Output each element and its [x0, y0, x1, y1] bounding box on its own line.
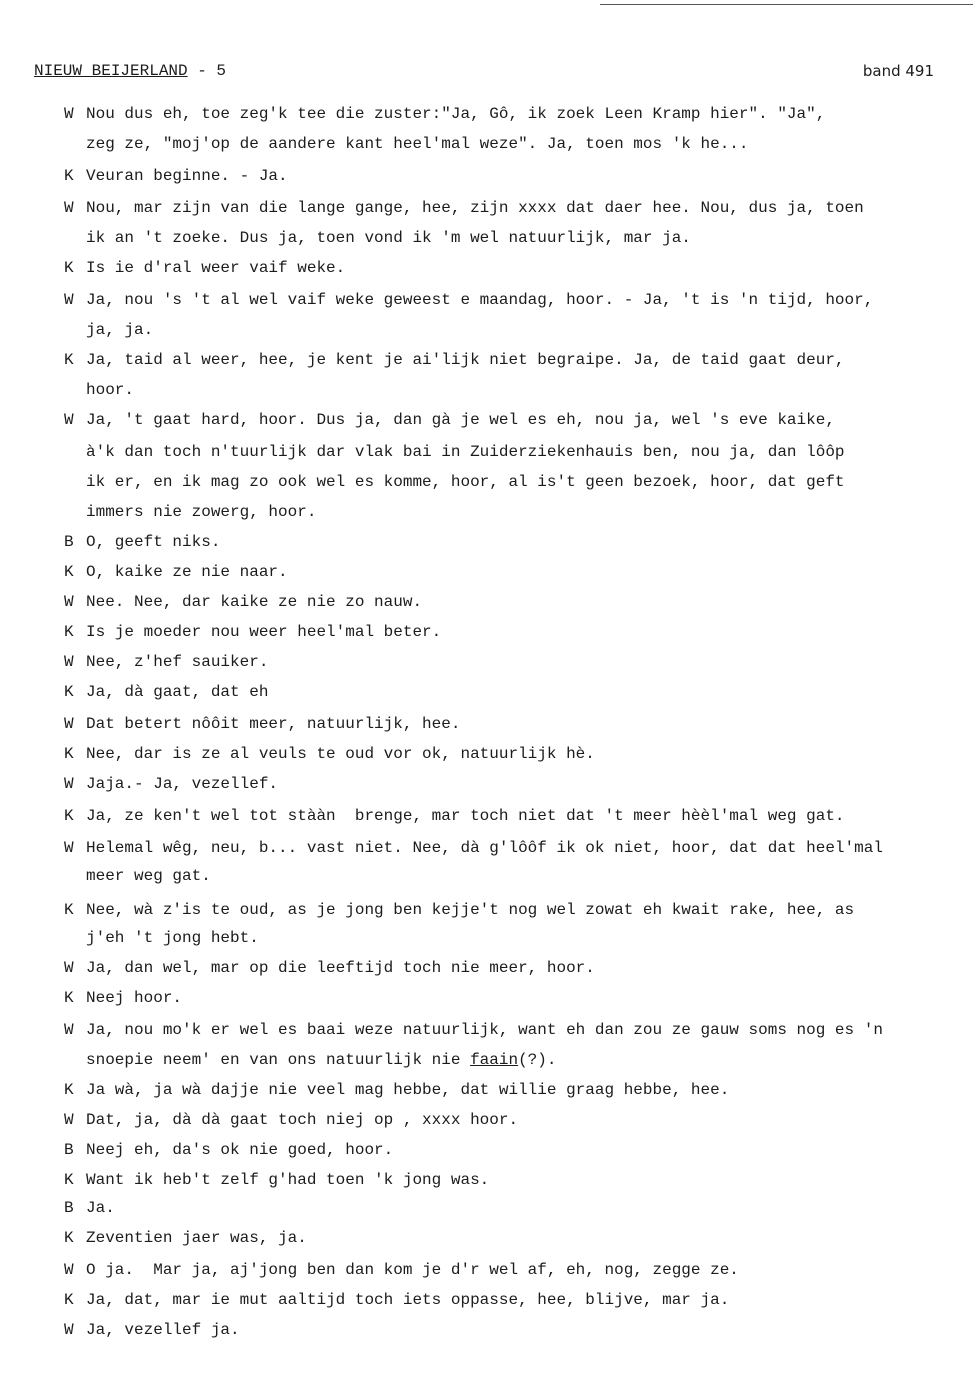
line-text: snoepie neem' en van ons natuurlijk nie	[86, 1051, 471, 1069]
line-text: Ja, dat, mar ie mut aaltijd toch iets oppasse, hee, blijve, mar ja.	[86, 1291, 730, 1309]
line-text: O, kaike ze nie naar.	[86, 563, 288, 581]
line-text: Helemal wêg, neu, b... vast niet. Nee, dà g'lôôf ik ok niet, hoor, dat dat heel'mal	[86, 839, 883, 857]
line-text: Ja wà, ja wà dajje nie veel mag hebbe, dat willie graag hebbe, hee.	[86, 1081, 730, 1099]
transcript-line	[86, 1050, 556, 1070]
transcript-line	[64, 562, 288, 582]
transcript-line	[64, 1140, 393, 1160]
line-text: Is ie d'ral weer vaif weke.	[86, 259, 346, 277]
speaker-label: W	[64, 291, 74, 309]
speaker-label: W	[64, 715, 74, 733]
line-text: Nee, dar is ze al veuls te oud vor ok, natuurlijk hè.	[86, 745, 595, 763]
speaker-label: W	[64, 1321, 74, 1339]
line-text: meer weg gat.	[86, 867, 211, 885]
transcript-line	[86, 380, 134, 400]
speaker-label: W	[64, 959, 74, 977]
transcript-line	[64, 774, 278, 794]
line-text: Is je moeder nou weer heel'mal beter.	[86, 623, 442, 641]
line-text: ik er, en ik mag zo ook wel es komme, hoor, al is't geen bezoek, hoor, dat geft	[86, 473, 845, 491]
line-text: Neej hoor.	[86, 989, 183, 1007]
speaker-label: W	[64, 105, 74, 123]
transcript-line	[86, 866, 211, 886]
speaker-label: W	[64, 653, 74, 671]
transcript-line	[64, 1198, 115, 1218]
line-text: Want ik heb't zelf g'had toen 'k jong was.	[86, 1171, 490, 1189]
underlined-word: faain	[470, 1051, 519, 1069]
speaker-label: B	[64, 533, 74, 551]
speaker-label: K	[64, 259, 74, 277]
transcript-line	[64, 838, 883, 858]
speaker-label: K	[64, 1229, 74, 1247]
line-text: Ja, vezellef ja.	[86, 1321, 240, 1339]
line-text: O ja. Mar ja, aj'jong ben dan kom je d'r wel af, eh, nog, zegge ze.	[86, 1261, 739, 1279]
speaker-label: W	[64, 411, 74, 429]
line-text: Ja, taid al weer, hee, je kent je ai'lijk niet begraipe. Ja, de taid gaat deur,	[86, 351, 845, 369]
transcript-line	[64, 198, 864, 218]
line-text: Veuran beginne. - Ja.	[86, 167, 288, 185]
transcript-line	[64, 166, 288, 186]
speaker-label: K	[64, 807, 74, 825]
speaker-label: K	[64, 351, 74, 369]
speaker-label: W	[64, 199, 74, 217]
transcript-line	[64, 104, 825, 124]
transcript-line	[64, 622, 441, 642]
speaker-label: K	[64, 989, 74, 1007]
speaker-label: W	[64, 593, 74, 611]
speaker-label: W	[64, 1261, 74, 1279]
line-text: Ja, 't gaat hard, hoor. Dus ja, dan gà je wel es eh, nou ja, wel 's eve kaike,	[86, 411, 835, 429]
transcript-line	[64, 1260, 739, 1280]
speaker-label: K	[64, 563, 74, 581]
line-text: Ja, nou mo'k er wel es baai weze natuurlijk, want eh dan zou ze gauw soms nog es 'n	[86, 1021, 883, 1039]
transcript-line	[64, 1080, 729, 1100]
line-text: Dat, ja, dà dà gaat toch niej op , xxxx hoor.	[86, 1111, 519, 1129]
transcript-line	[64, 988, 182, 1008]
transcript-line	[64, 806, 845, 826]
speaker-label: K	[64, 1171, 74, 1189]
speaker-label: K	[64, 683, 74, 701]
line-text: ik an 't zoeke. Dus ja, toen vond ik 'm wel natuurlijk, mar ja.	[86, 229, 691, 247]
line-text: hoor.	[86, 381, 135, 399]
line-text: Dat betert nôôit meer, natuurlijk, hee.	[86, 715, 461, 733]
line-text: immers nie zowerg, hoor.	[86, 503, 317, 521]
transcript-line	[64, 1320, 240, 1340]
line-text: Ja, dan wel, mar op die leeftijd toch nie meer, hoor.	[86, 959, 595, 977]
transcript-line	[64, 1110, 518, 1130]
speaker-label: B	[64, 1199, 74, 1217]
header-title: NIEUW BEIJERLAND	[34, 62, 188, 80]
line-text: Nou, mar zijn van die lange gange, hee, zijn xxxx dat daer hee. Nou, dus ja, toen	[86, 199, 864, 217]
transcript-line	[64, 682, 268, 702]
transcript-line	[86, 134, 749, 154]
speaker-label: W	[64, 1021, 74, 1039]
transcript-line	[64, 1290, 729, 1310]
transcript-line	[64, 258, 345, 278]
line-text: Ja, nou 's 't al wel vaif weke geweest e maandag, hoor. - Ja, 't is 'n tijd, hoor,	[86, 291, 874, 309]
line-text: ja, ja.	[86, 321, 154, 339]
transcript-line	[64, 532, 220, 552]
transcript-line	[86, 320, 153, 340]
speaker-label: B	[64, 1141, 74, 1159]
transcript-line	[64, 744, 595, 764]
transcript-line	[86, 442, 845, 462]
speaker-label: K	[64, 623, 74, 641]
line-text: Zeventien jaer was, ja.	[86, 1229, 307, 1247]
transcript-line	[64, 900, 854, 920]
transcript-line	[86, 928, 259, 948]
speaker-label: K	[64, 745, 74, 763]
speaker-label: W	[64, 839, 74, 857]
header-page-number: - 5	[187, 62, 227, 80]
line-text: Ja, dà gaat, dat eh	[86, 683, 269, 701]
line-text-tail: (?).	[518, 1051, 557, 1069]
transcript-line	[64, 958, 595, 978]
transcript-line	[64, 1228, 307, 1248]
line-text: à'k dan toch n'tuurlijk dar vlak bai in Zuiderziekenhauis ben, nou ja, dan lôôp	[86, 443, 845, 461]
line-text: Neej eh, da's ok nie goed, hoor.	[86, 1141, 394, 1159]
line-text: j'eh 't jong hebt.	[86, 929, 259, 947]
transcript-line	[64, 410, 835, 430]
line-text: Ja, ze ken't wel tot stààn brenge, mar toch niet dat 't meer hèèl'mal weg gat.	[86, 807, 845, 825]
speaker-label: K	[64, 1081, 74, 1099]
speaker-label: K	[64, 1291, 74, 1309]
line-text: Nou dus eh, toe zeg'k tee die zuster:"Ja, Gô, ik zoek Leen Kramp hier". "Ja",	[86, 105, 826, 123]
transcript-line	[86, 228, 691, 248]
line-text: O, geeft niks.	[86, 533, 221, 551]
speaker-label: W	[64, 775, 74, 793]
speaker-label: K	[64, 167, 74, 185]
line-text: Jaja.- Ja, vezellef.	[86, 775, 279, 793]
header-band: band 491	[862, 62, 934, 80]
transcript-line	[86, 502, 316, 522]
line-text: Ja.	[86, 1199, 115, 1217]
line-text: zeg ze, "moj'op de aandere kant heel'mal weze". Ja, toen mos 'k he...	[86, 135, 749, 153]
speaker-label: W	[64, 1111, 74, 1129]
transcript-line	[64, 592, 422, 612]
line-text: Nee, z'hef sauiker.	[86, 653, 269, 671]
line-text: Nee, wà z'is te oud, as je jong ben kejje't nog wel zowat eh kwait rake, hee, as	[86, 901, 855, 919]
transcript-line	[86, 472, 845, 492]
transcript-line	[64, 1170, 489, 1190]
transcript-line	[64, 652, 268, 672]
transcript-line	[64, 1020, 883, 1040]
transcript-line	[64, 290, 873, 310]
speaker-label: K	[64, 901, 74, 919]
transcript-line	[64, 714, 460, 734]
transcript-line	[64, 350, 845, 370]
line-text: Nee. Nee, dar kaike ze nie zo nauw.	[86, 593, 423, 611]
